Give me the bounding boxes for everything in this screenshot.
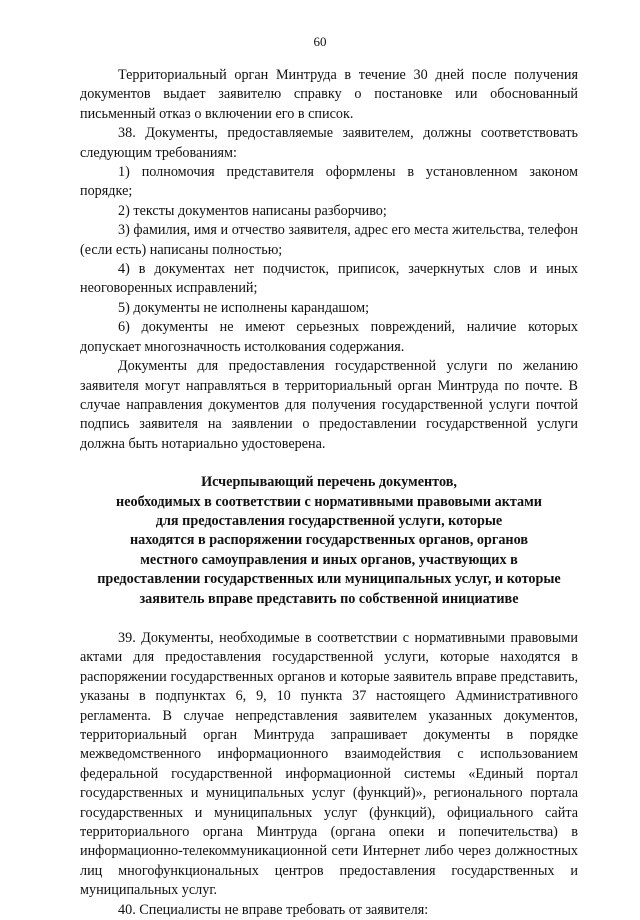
paragraph-item-40: 40. Специалисты не вправе требовать от заявителя: xyxy=(118,901,429,918)
heading-line: заявитель вправе представить по собственной инициативе xyxy=(139,590,519,607)
paragraph-item-38: 38. Документы, предоставляемые заявителем, должны соответствовать следующим требованиям: xyxy=(80,125,578,161)
section-heading xyxy=(80,473,578,609)
document-body xyxy=(80,66,578,920)
list-item-requirement-1: 1) полномочия представителя оформлены в установленном законом порядке; xyxy=(80,164,578,200)
paragraph-processing-deadline: Территориальный орган Минтруда в течение 30 дней после получения документов выдает заявителю справку о постановке или обоснованный письменный отказ о включении его в список. xyxy=(80,67,578,122)
heading-line: Исчерпывающий перечень документов, xyxy=(201,474,457,491)
list-item-requirement-6: 6) документы не имеют серьезных повреждений, наличие которых допускает многозначность истолкования содержания. xyxy=(80,319,578,355)
heading-line: местного самоуправления и иных органов, участвующих в xyxy=(140,551,518,568)
heading-line: для предоставления государственной услуги, которые xyxy=(155,512,503,529)
heading-line: необходимых в соответствии с нормативными правовыми актами xyxy=(116,493,542,510)
list-item-requirement-4: 4) в документах нет подчисток, приписок, зачеркнутых слов и иных неоговоренных исправлений; xyxy=(80,261,578,297)
heading-line: предоставлении государственных или муниципальных услуг, и которые xyxy=(97,571,561,588)
paragraph-postal-submission: Документы для предоставления государственной услуги по желанию заявителя могут направляться в территориальный орган Минтруда по почте. В случае направления документов для получения государственной услуги почтой подпись заявителя на заявлении о предоставлении государственной услуги должна быть нотариально удостоверена. xyxy=(80,358,578,452)
list-item-requirement-2: 2) тексты документов написаны разборчиво; xyxy=(118,202,387,219)
page-number: 60 xyxy=(313,34,327,49)
paragraph-item-39: 39. Документы, необходимые в соответствии с нормативными правовыми актами для предоставления государственной услуги, которые находятся в распоряжении государственных органов и которые заявитель вправе представить, указаны в подпунктах 6, 9, 10 пункта 37 настоящего Административного регламента. В случае непредставления заявителем указанных документов, территориальный орган Минтруда запрашивает документы в порядке межведомственного информационного взаимодействия с использованием федеральной государственной информационной системы «Единый портал государственных и муниципальных услуг (функций)», регионального портала государственных и муниципальных услуг (функций), официального сайта территориального органа Минтруда (органа опеки и попечительства) в информационно-телекоммуникационной сети Интернет либо через должностных лиц многофункциональных центров предоставления государственных и муниципальных услуг. xyxy=(80,629,578,899)
list-item-requirement-3: 3) фамилия, имя и отчество заявителя, адрес его места жительства, телефон (если есть) написаны полностью; xyxy=(80,222,578,258)
list-item-requirement-5: 5) документы не исполнены карандашом; xyxy=(118,299,370,316)
heading-line: находятся в распоряжении государственных органов, органов xyxy=(129,532,529,549)
